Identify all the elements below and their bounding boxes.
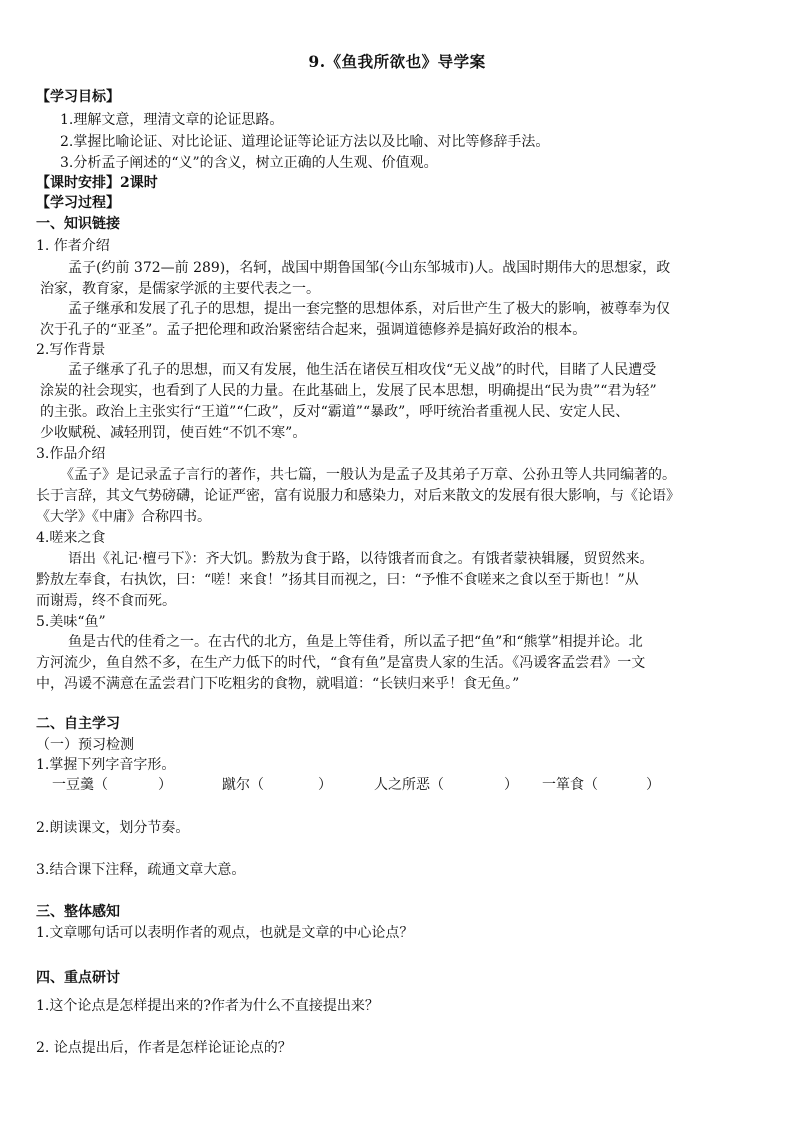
- author-line-1: 孟子(约前 372—前 289)，名轲，战国中期鲁国邹(今山东邹城市)人。战国时期伟大的思想家，政: [68, 260, 671, 276]
- schedule-heading: 【课时安排】: [36, 175, 120, 191]
- section2-question-2: 2.朗读课文，划分节奏。: [36, 820, 190, 836]
- section4-question-1: 1.这个论点是怎样提出来的?作者为什么不直接提出来？: [36, 998, 379, 1014]
- background-line-1: 孟子继承了孔子的思想，而又有发展，他生活在诸侯互相攻伐“无义战”的时代，目睹了人民遭受: [68, 362, 657, 378]
- background-heading: 2.写作背景: [36, 342, 106, 358]
- process-heading: 【学习过程】: [36, 195, 120, 211]
- blank-label-renzhisuowu: 人之所恶（: [374, 777, 444, 793]
- blank-label-yidansi: 一箪食（: [542, 777, 598, 793]
- author-line-2: 治家，教育家，是儒家学派的主要代表之一。: [40, 281, 320, 297]
- blank-label-yidougeng: 一豆羹（: [52, 777, 108, 793]
- work-line-1: 《孟子》是记录孟子言行的著作，共七篇，一般认为是孟子及其弟子万章、公孙丑等人共同编著的。: [60, 467, 676, 483]
- fish-line-2: 方河流少，鱼自然不多，在生产力低下的时代，“食有鱼”是富贵人家的生活。《冯谖客孟尝君》一文: [36, 655, 646, 671]
- section2-heading: 二、自主学习: [36, 716, 120, 732]
- pronunciation-blanks-row: [52, 775, 752, 795]
- blank-close-cuer: ）: [318, 777, 332, 793]
- author-line-3: 孟子继承和发展了孔子的思想，提出一套完整的思想体系，对后世产生了极大的影响，被尊奉为仅: [68, 301, 670, 317]
- background-line-3: 的主张。政治上主张实行“王道”“仁政”，反对“霸道”“暴政”，呼吁统治者重视人民、安定人民、: [40, 404, 630, 420]
- section3-question-1: 1.文章哪句话可以表明作者的观点，也就是文章的中心论点？: [36, 925, 414, 941]
- section4-question-2: 2. 论点提出后，作者是怎样论证论点的？: [36, 1040, 292, 1056]
- blank-close-renzhisuowu: ）: [504, 777, 518, 793]
- document-title: 9.《鱼我所欲也》导学案: [308, 52, 486, 71]
- jielai-line-1: 语出《礼记·檀弓下》：齐大饥。黔敖为食于路，以待饿者而食之。有饿者蒙袂辑屦，贸贸然来。: [68, 551, 654, 567]
- background-line-2: 涂炭的社会现实，也看到了人民的力量。在此基础上，发展了民本思想，明确提出“民为贵”“君为轻”: [40, 383, 657, 399]
- section2-question-1: 1.掌握下列字音字形。: [36, 757, 176, 773]
- objective-item-3: 3.分析孟子阐述的“义”的含义，树立正确的人生观、价值观。: [60, 155, 438, 171]
- objective-item-2: 2.掌握比喻论证、对比论证、道理论证等论证方法以及比喻、对比等修辞手法。: [60, 134, 550, 150]
- jielai-heading: 4.嗟来之食: [36, 530, 106, 546]
- blank-close-yidougeng: ）: [158, 777, 172, 793]
- author-line-4: 次于孔子的“亚圣”。孟子把伦理和政治紧密结合起来，强调道德修养是搞好政治的根本。: [40, 322, 587, 338]
- schedule-value: 2课时: [120, 175, 158, 191]
- schedule-line: [36, 173, 158, 193]
- fish-line-1: 鱼是古代的佳肴之一。在古代的北方，鱼是上等佳肴，所以孟子把“鱼”和“熊掌”相提并论。北: [68, 634, 643, 650]
- blank-label-cuer: 蹴尔（: [222, 777, 264, 793]
- section1-heading: 一、知识链接: [36, 216, 120, 232]
- author-heading: 1. 作者介绍: [36, 238, 110, 254]
- jielai-line-2: 黔敖左奉食，右执饮，曰：“嗟！来食！”扬其目而视之，曰：“予惟不食嗟来之食以至于斯也！”从: [36, 572, 639, 588]
- section3-heading: 三、整体感知: [36, 904, 120, 920]
- jielai-line-3: 而谢焉，终不食而死。: [36, 593, 176, 609]
- work-line-2: 长于言辞，其文气势磅礴，论证严密，富有说服力和感染力，对后来散文的发展有很大影响，与《论语》: [36, 488, 680, 504]
- fish-line-3: 中，冯谖不满意在孟尝君门下吃粗劣的食物，就唱道：“长铗归来乎！食无鱼。”: [36, 676, 520, 692]
- fish-heading: 5.美味“鱼”: [36, 614, 106, 630]
- background-line-4: 少收赋税、减轻刑罚，使百姓“不饥不寒”。: [40, 425, 307, 441]
- section2-subheading: （一）预习检测: [36, 737, 134, 753]
- work-line-3: 《大学》《中庸》合称四书。: [36, 509, 211, 525]
- work-heading: 3.作品介绍: [36, 446, 106, 462]
- section4-heading: 四、重点研讨: [36, 970, 120, 986]
- objective-item-1: 1.理解文意，理清文章的论证思路。: [60, 112, 284, 128]
- blank-close-yidansi: ）: [646, 777, 660, 793]
- section2-question-3: 3.结合课下注释，疏通文章大意。: [36, 862, 246, 878]
- objectives-heading: 【学习目标】: [36, 89, 120, 105]
